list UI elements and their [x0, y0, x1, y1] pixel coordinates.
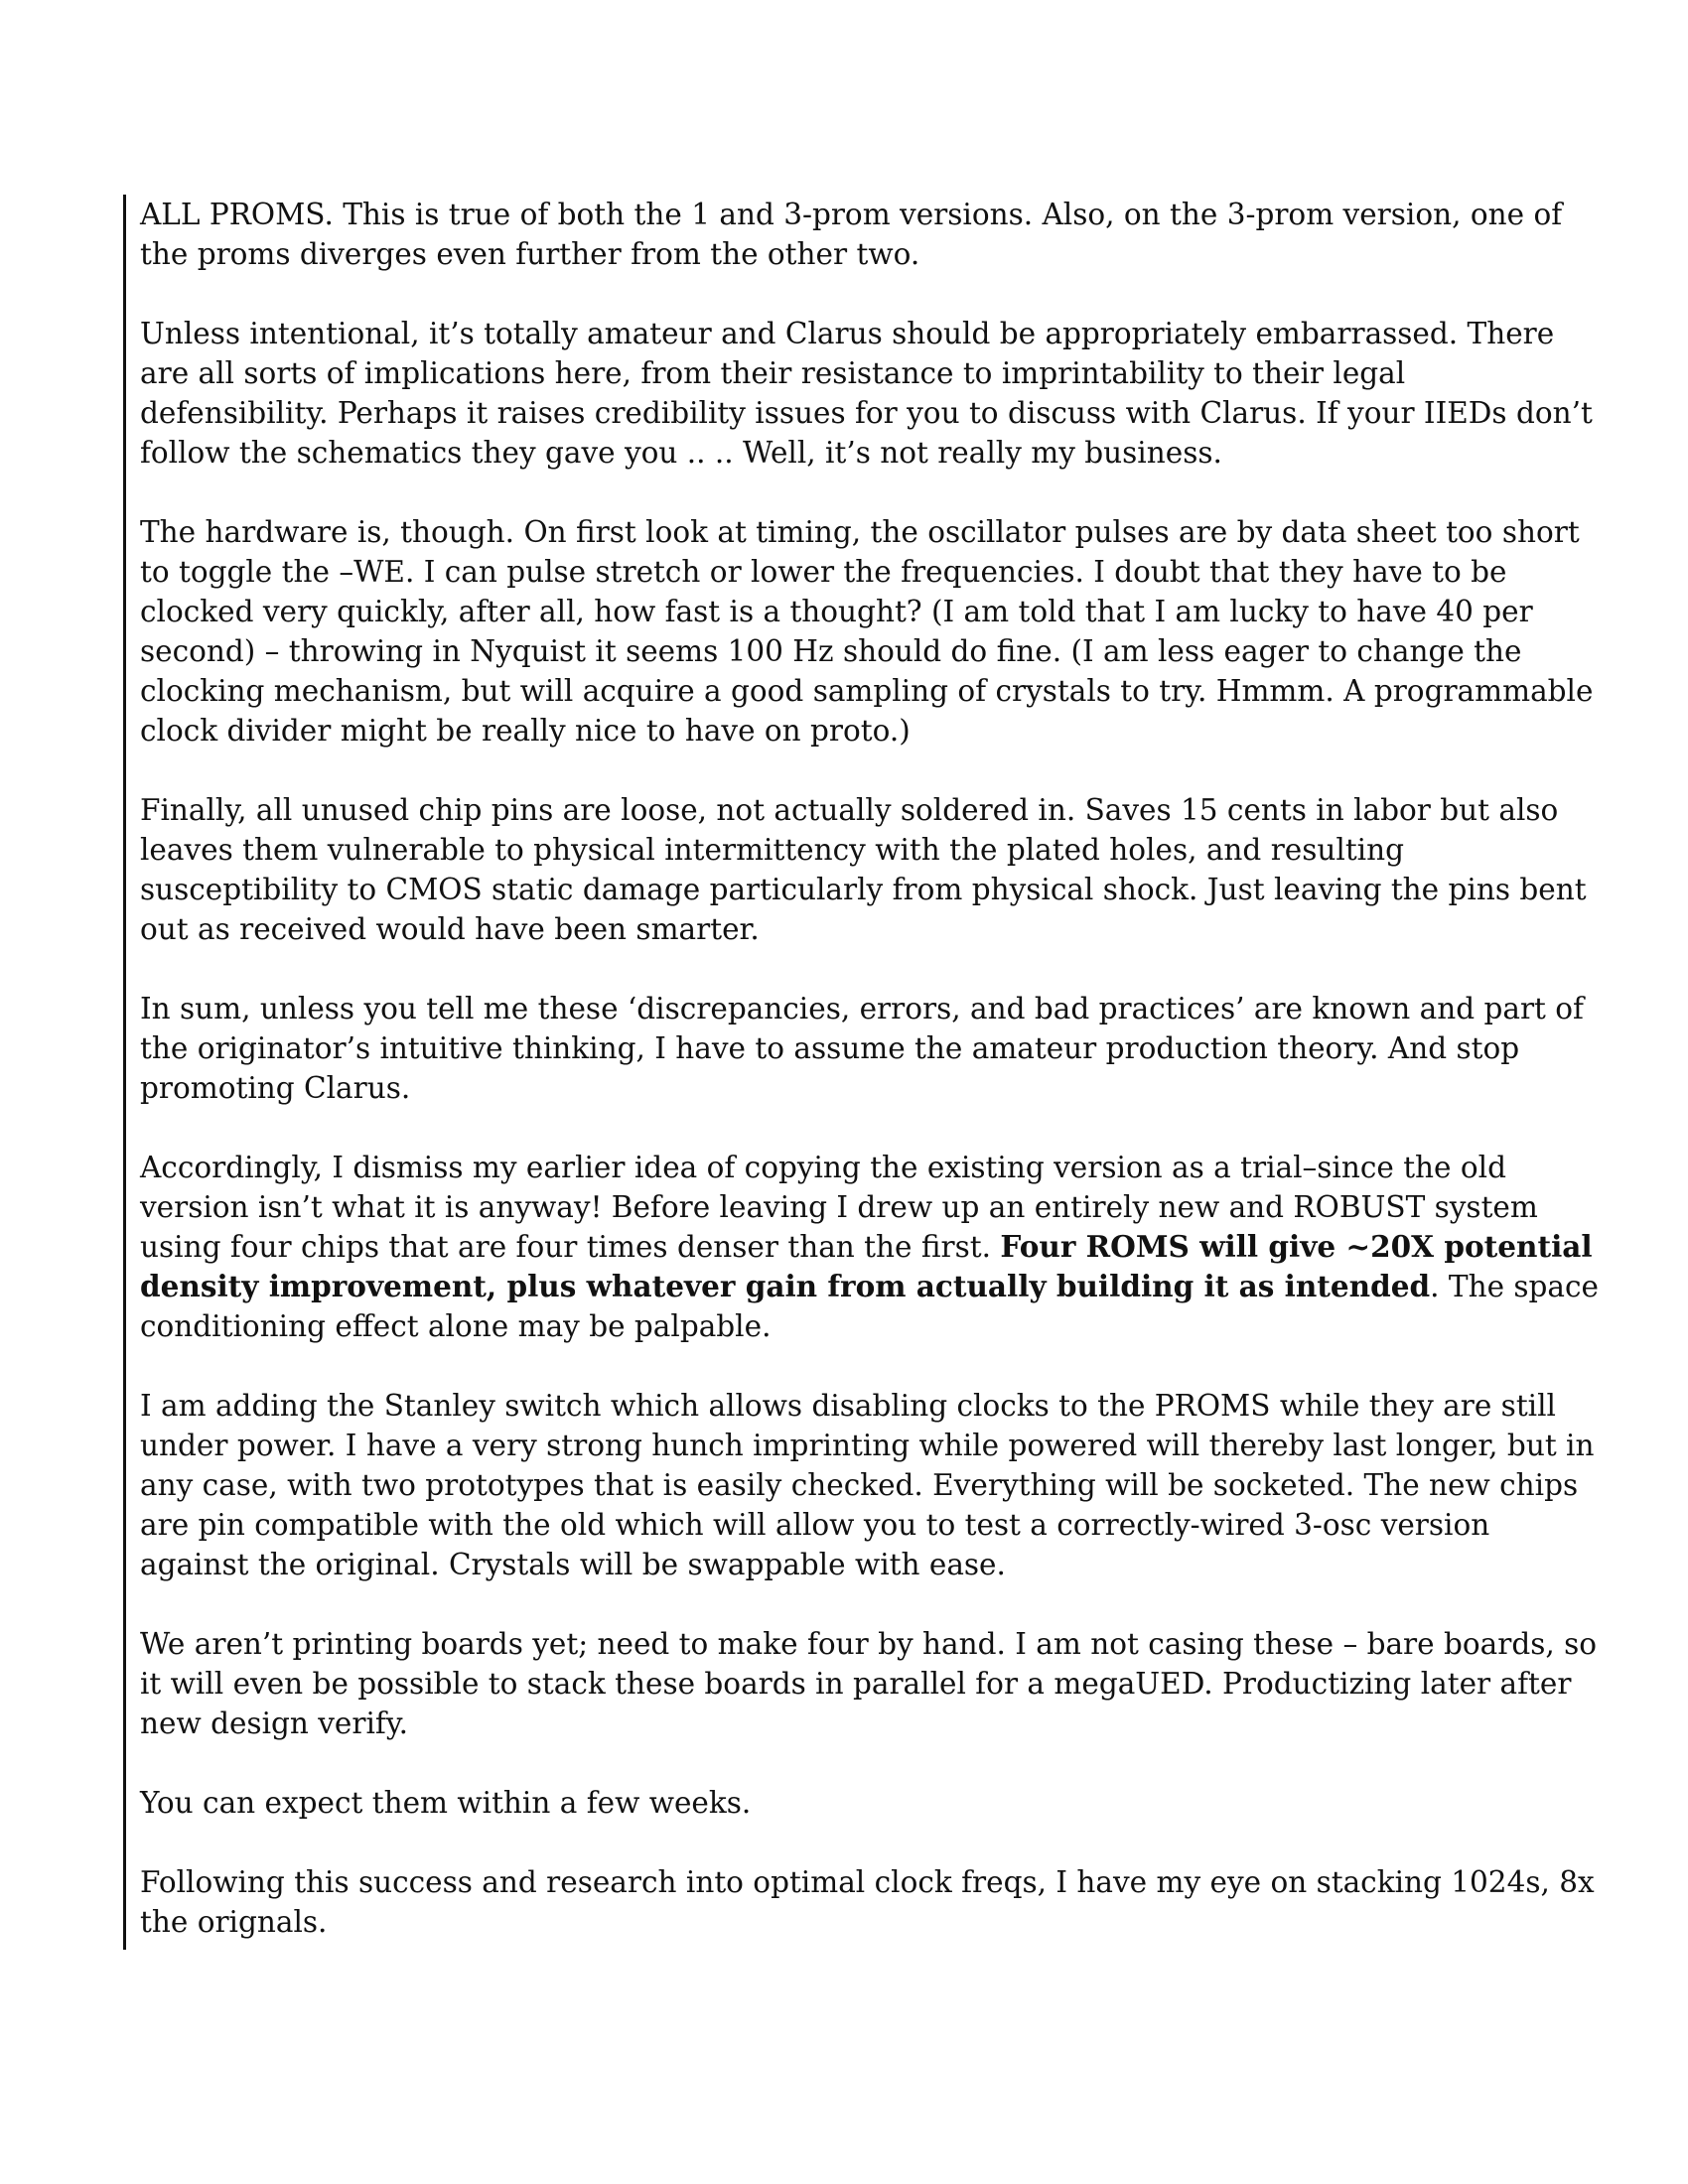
paragraph-6-lead: Accordingly, I dismiss my earlier idea of copying the existing version as a trial–since the old version isn’t what it is anyway! Before leaving I drew up an entirely new and ROBUST system using four chips that are four times denser than the first. — [140, 1151, 1538, 1264]
paragraph-6-tail: . The space conditioning effect alone may be palpable. — [140, 1270, 1599, 1343]
paragraph-9: You can expect them within a few weeks. — [140, 1786, 752, 1820]
paragraph-10: Following this success and research into optimal clock freqs, I have my eye on stacking 1024s, 8x the orignals. — [140, 1865, 1595, 1939]
paragraph-6-bold-claim: Four ROMS will give ~20X potential density improvement, plus whatever gain from actually building it as intended — [140, 1229, 1593, 1303]
paragraph-4: Finally, all unused chip pins are loose, not actually soldered in. Saves 15 cents in labor but also leaves them vulnerable to physical intermittency with the plated holes, and resulting susceptibility to CMOS static damage particularly from physical shock. Just leaving the pins bent out as received would have been smarter. — [140, 793, 1587, 946]
paragraph-7: I am adding the Stanley switch which allows disabling clocks to the PROMS while they are still under power. I have a very strong hunch imprinting while powered will thereby last longer, but in any case, with two prototypes that is easily checked. Everything will be socketed. The new chips are pin compatible with the old which will allow you to test a correctly-wired 3-osc version against the original. Crystals will be swappable with ease. — [140, 1389, 1595, 1581]
left-margin-bar — [123, 195, 126, 1950]
paragraph-3: The hardware is, though. On first look at timing, the oscillator pulses are by data sheet too short to toggle the –WE. I can pulse stretch or lower the frequencies. I doubt that they have to be clocked very quickly, after all, how fast is a thought? (I am told that I am lucky to have 40 per second) – throwing in Nyquist it seems 100 Hz should do fine. (I am less eager to change the clocking mechanism, but will acquire a good sampling of crystals to try. Hmmm. A programmable clock divider might be really nice to have on proto.) — [140, 515, 1594, 748]
paragraph-1: ALL PROMS. This is true of both the 1 and 3-prom versions. Also, on the 3-prom version, one of the proms diverges even further from the other two. — [140, 198, 1563, 271]
letter-body — [140, 195, 1600, 1942]
paragraph-6 — [140, 1148, 1600, 1346]
paragraph-2: Unless intentional, it’s totally amateur and Clarus should be appropriately embarrassed. There are all sorts of implications here, from their resistance to imprintability to their legal defensibility. Perhaps it raises credibility issues for you to discuss with Clarus. If your IIEDs don’t follow the schematics they gave you .. .. Well, it’s not really my business. — [140, 317, 1593, 470]
paragraph-5: In sum, unless you tell me these ‘discrepancies, errors, and bad practices’ are known and part of the originator’s intuitive thinking, I have to assume the amateur production theory. And stop promoting Clarus. — [140, 992, 1584, 1105]
paragraph-8: We aren’t printing boards yet; need to make four by hand. I am not casing these – bare boards, so it will even be possible to stack these boards in parallel for a megaUED. Productizing later after new design verify. — [140, 1627, 1597, 1740]
